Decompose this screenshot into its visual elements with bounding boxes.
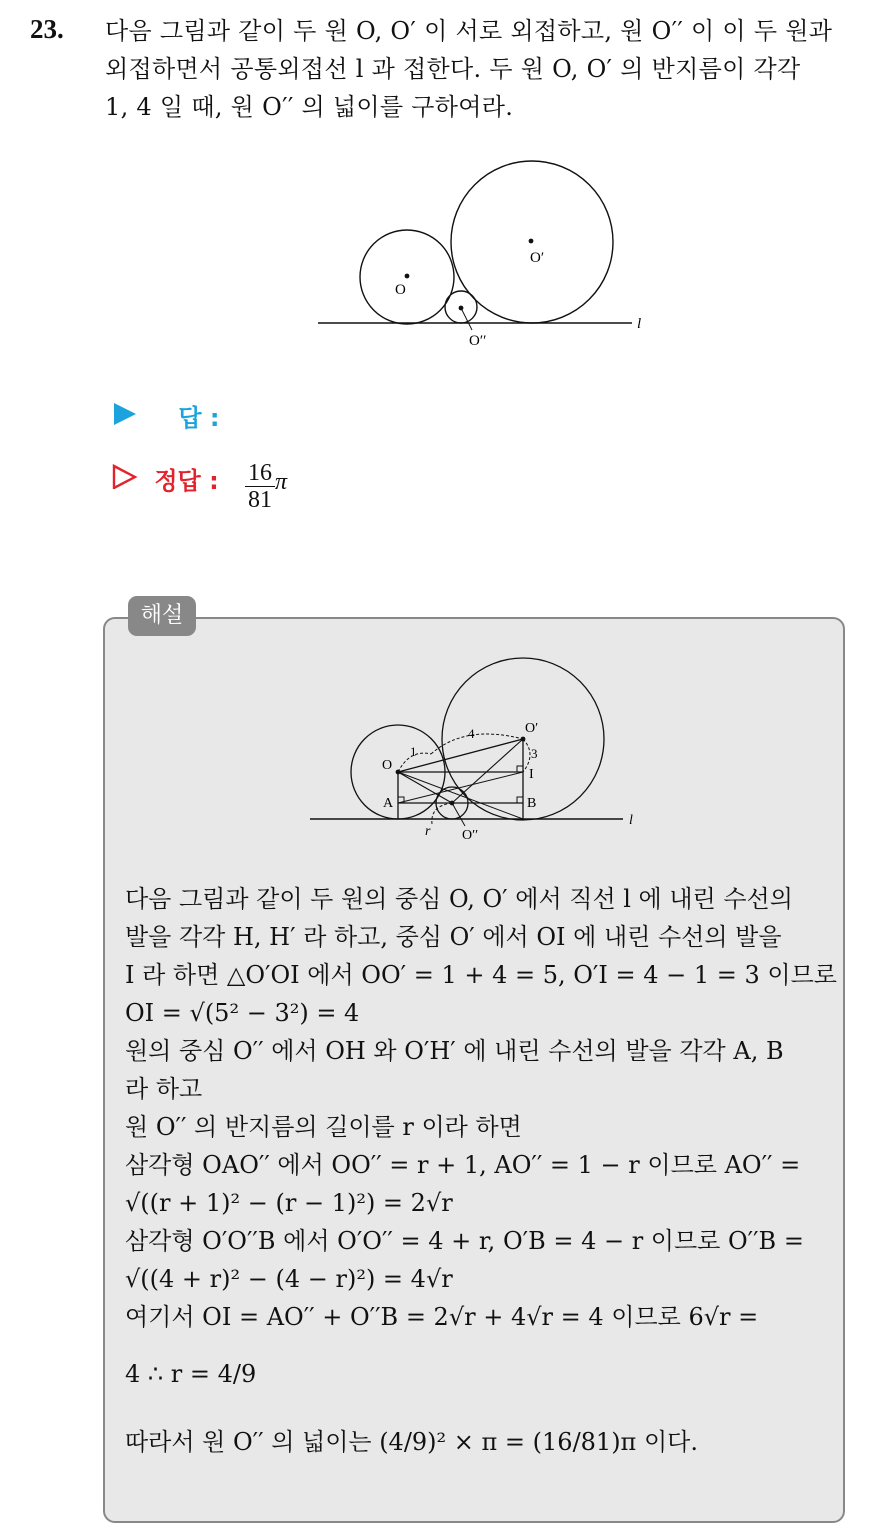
question-line: 다음 그림과 같이 두 원 O, O′ 이 서로 외접하고, 원 O′′ 이 이 두 원과 (105, 17, 833, 45)
answer-numerator: 16 (245, 460, 275, 487)
solution-tag: 해설 (128, 596, 196, 636)
right-angle-I (517, 766, 523, 772)
solution-figure (305, 656, 645, 846)
solution-line: 원의 중심 O′′ 에서 OH 와 O′H′ 에 내린 수선의 발을 각각 A, B (125, 1037, 784, 1065)
solution-line: 원 O′′ 의 반지름의 길이를 r 이라 하면 (125, 1113, 522, 1141)
solution-line: √((4 + r)² − (4 − r)²) = 4√r (125, 1265, 453, 1293)
question-text (105, 12, 865, 126)
center-O-prime (529, 239, 534, 244)
solution-line: 여기서 OI = AO′′ + O′′B = 2√r + 4√r = 4 이므로 6√r = (125, 1303, 759, 1331)
label-3: 3 (531, 746, 538, 761)
pointer-line (461, 308, 472, 330)
right-angle-B (517, 797, 523, 803)
play-triangle-icon (112, 400, 138, 432)
answer-fraction (245, 460, 275, 513)
answer-label: 답 : (178, 404, 220, 432)
outline-triangle-icon (112, 463, 138, 495)
solution-line: OI = √(5² − 3²) = 4 (125, 999, 360, 1027)
label-l: l (629, 813, 633, 828)
question-line: 외접하면서 공통외접선 l 과 접한다. 두 원 O, O′ 의 반지름이 각각 (105, 55, 801, 83)
diagonal-1 (398, 772, 523, 803)
label-O-double-prime: O′′ (469, 333, 487, 349)
label-A: A (383, 796, 394, 811)
label-1: 1 (410, 744, 417, 759)
arc-label-r (432, 803, 452, 824)
label-O: O (395, 282, 406, 298)
solution-line: 라 하고 (125, 1075, 203, 1103)
label-4: 4 (468, 726, 475, 741)
diagonal-2 (398, 772, 523, 819)
solution-line: 발을 각각 H, H′ 라 하고, 중심 O′ 에서 OI 에 내린 수선의 발을 (125, 923, 782, 951)
label-O-prime: O′ (530, 250, 545, 266)
label-B: B (527, 796, 537, 811)
question-line: 1, 4 일 때, 원 O′′ 의 넓이를 구하여라. (105, 93, 514, 121)
label-r: r (425, 824, 431, 839)
solution-line: √((r + 1)² − (r − 1)²) = 2√r (125, 1189, 453, 1217)
solution-line: 4 ∴ r = 4/9 (125, 1360, 257, 1388)
answer-blank-row (112, 398, 220, 433)
question-number: 23. (30, 14, 64, 44)
correct-answer-label: 정답 : (154, 467, 219, 495)
answer-pi: π (275, 469, 288, 495)
label-l: l (637, 316, 642, 332)
solution-line: 삼각형 OAO′′ 에서 OO′′ = r + 1, AO′′ = 1 − r 이므로 AO′′ = (125, 1151, 801, 1179)
center-O (396, 770, 401, 775)
solution-text (125, 880, 837, 1472)
correct-answer-row (112, 460, 287, 513)
answer-denominator: 81 (248, 487, 273, 513)
solution-line: I 라 하면 △O′OI 에서 OO′ = 1 + 4 = 5, O′I = 4 − 1 = 3 이므로 (125, 961, 837, 989)
center-O (405, 274, 410, 279)
solution-line: 따라서 원 O′′ 의 넓이는 (4/9)² × π = (16/81)π 이다. (125, 1428, 698, 1456)
label-O: O (382, 758, 393, 773)
center-O-prime (521, 737, 526, 742)
label-O-double-prime: O′′ (462, 828, 479, 843)
solution-line: 다음 그림과 같이 두 원의 중심 O, O′ 에서 직선 l 에 내린 수선의 (125, 885, 793, 913)
solution-line: 삼각형 O′O′′B 에서 O′O′′ = 4 + r, O′B = 4 − r 이므로 O′′B = (125, 1227, 804, 1255)
problem-figure (300, 150, 660, 360)
label-O-prime: O′ (525, 721, 539, 736)
segment-O-O-double-prime (398, 772, 452, 803)
label-I: I (529, 767, 534, 782)
